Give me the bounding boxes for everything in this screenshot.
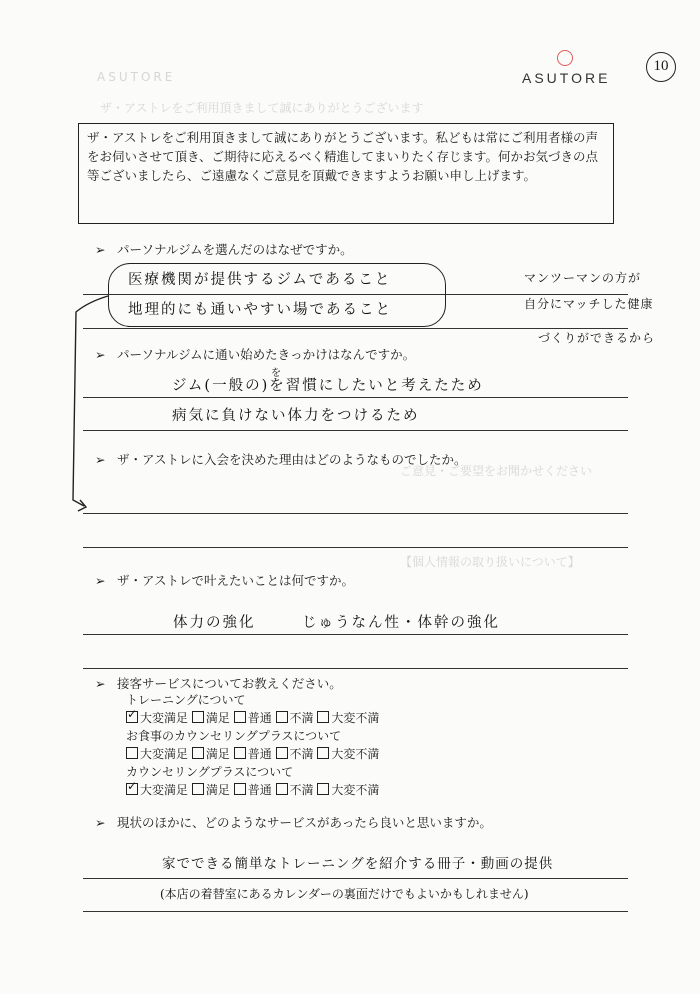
checkbox-neutral[interactable] [234,711,246,723]
ghost-line: ザ・アストレをご利用頂きまして誠にありがとうございます [100,101,424,115]
question-6: ➢ 現状のほかに、どのようなサービスがあったら良いと思いますか。 [95,815,492,830]
rating-row-meal-counseling: 大変満足 満足 普通 不満 大変不満 [126,745,379,762]
answer-line [83,668,628,669]
q2-answer-2: 病気に負けない体力をつけるため [172,408,420,424]
ghost-brand: ASUTORE [97,70,176,84]
q2-answer-1: ジム(一般の)を習慣にしたいと考えたため [172,378,484,394]
q1-side-note-2: 自分にマッチした健康 [524,297,654,311]
checkbox-very-dissatisfied[interactable] [317,747,329,759]
q1-answer-1: 医療機関が提供するジムであること [128,272,392,288]
q6-answer-1: 家でできる簡単なトレーニングを紹介する冊子・動画の提供 [162,856,554,872]
question-2-label: パーソナルジムに通い始めたきっかけはなんですか。 [117,347,416,362]
notice-box: ザ・アストレをご利用頂きまして誠にありがとうございます。私どもは常にご利用者様の声をお伺いさせて頂き、ご期待に応えるべく精進してまいりたく存じます。何かお気づきの点等ございましたら、ご遠慮なくご意見を頂戴できますようお願い申し上げます。 [78,123,614,224]
checkbox-satisfied[interactable] [192,711,204,723]
checkbox-dissatisfied[interactable] [276,783,288,795]
answer-line [83,911,628,912]
question-2: ➢ パーソナルジムに通い始めたきっかけはなんですか。 [95,347,416,362]
question-1: ➢ パーソナルジムを選んだのはなぜですか。 [95,242,353,257]
checkbox-satisfied[interactable] [192,747,204,759]
answer-line [83,430,628,431]
question-5-label: 接客サービスについてお教えください。 [117,676,342,691]
q2-insert-mark: を [271,368,283,379]
question-3-label: ザ・アストレに入会を決めた理由はどのようなものでしたか。 [117,452,467,467]
checkbox-dissatisfied[interactable] [276,747,288,759]
question-4-label: ザ・アストレで叶えたいことは何ですか。 [117,573,355,588]
page-number: 10 [646,52,676,82]
ghost-line: 【個人情報の取り扱いについて】 [400,555,580,569]
q4-answer-1: 体力の強化 [173,615,256,631]
answer-line [83,547,628,548]
rating-row-training: ✓大変満足 満足 普通 不満 大変不満 [126,709,379,726]
brand-name: ASUTORE [522,70,611,86]
rating-section-title: カウンセリングプラスについて [126,765,294,779]
q6-answer-2: (本店の着替室にあるカレンダーの裏面だけでもよいかもしれません) [160,887,529,901]
q1-answer-2: 地理的にも通いやすい場であること [128,302,392,318]
q1-side-note-3: づくりができるから [538,331,656,345]
checkbox-dissatisfied[interactable] [276,711,288,723]
rating-section-title: お食事のカウンセリングプラスについて [126,729,342,743]
question-1-label: パーソナルジムを選んだのはなぜですか。 [117,242,353,257]
checkbox-satisfied[interactable] [192,783,204,795]
checkbox-very-dissatisfied[interactable] [317,711,329,723]
ghost-line: ご意見・ご要望をお聞かせください [400,464,593,478]
rating-row-counseling: ✓大変満足 満足 普通 不満 大変不満 [126,781,379,798]
question-3: ➢ ザ・アストレに入会を決めた理由はどのようなものでしたか。 [95,452,467,467]
checkbox-very-satisfied[interactable] [126,783,138,795]
checkbox-very-dissatisfied[interactable] [317,783,329,795]
question-5: ➢ 接客サービスについてお教えください。 [95,676,342,691]
answer-line [83,397,628,398]
answer-line [83,634,628,635]
checkbox-very-satisfied[interactable] [126,711,138,723]
checkbox-very-satisfied[interactable] [126,747,138,759]
answer-line [83,513,628,514]
question-6-label: 現状のほかに、どのようなサービスがあったら良いと思いますか。 [117,815,492,830]
q4-answer-2: じゅうなん性・体幹の強化 [302,615,500,631]
checkbox-neutral[interactable] [234,747,246,759]
rating-section-title: トレーニングについて [126,693,246,707]
question-4: ➢ ザ・アストレで叶えたいことは何ですか。 [95,573,355,588]
answer-line [83,878,628,879]
brand-logo-icon [557,50,573,66]
checkbox-neutral[interactable] [234,783,246,795]
q1-side-note-1: マンツーマンの方が [524,271,642,285]
